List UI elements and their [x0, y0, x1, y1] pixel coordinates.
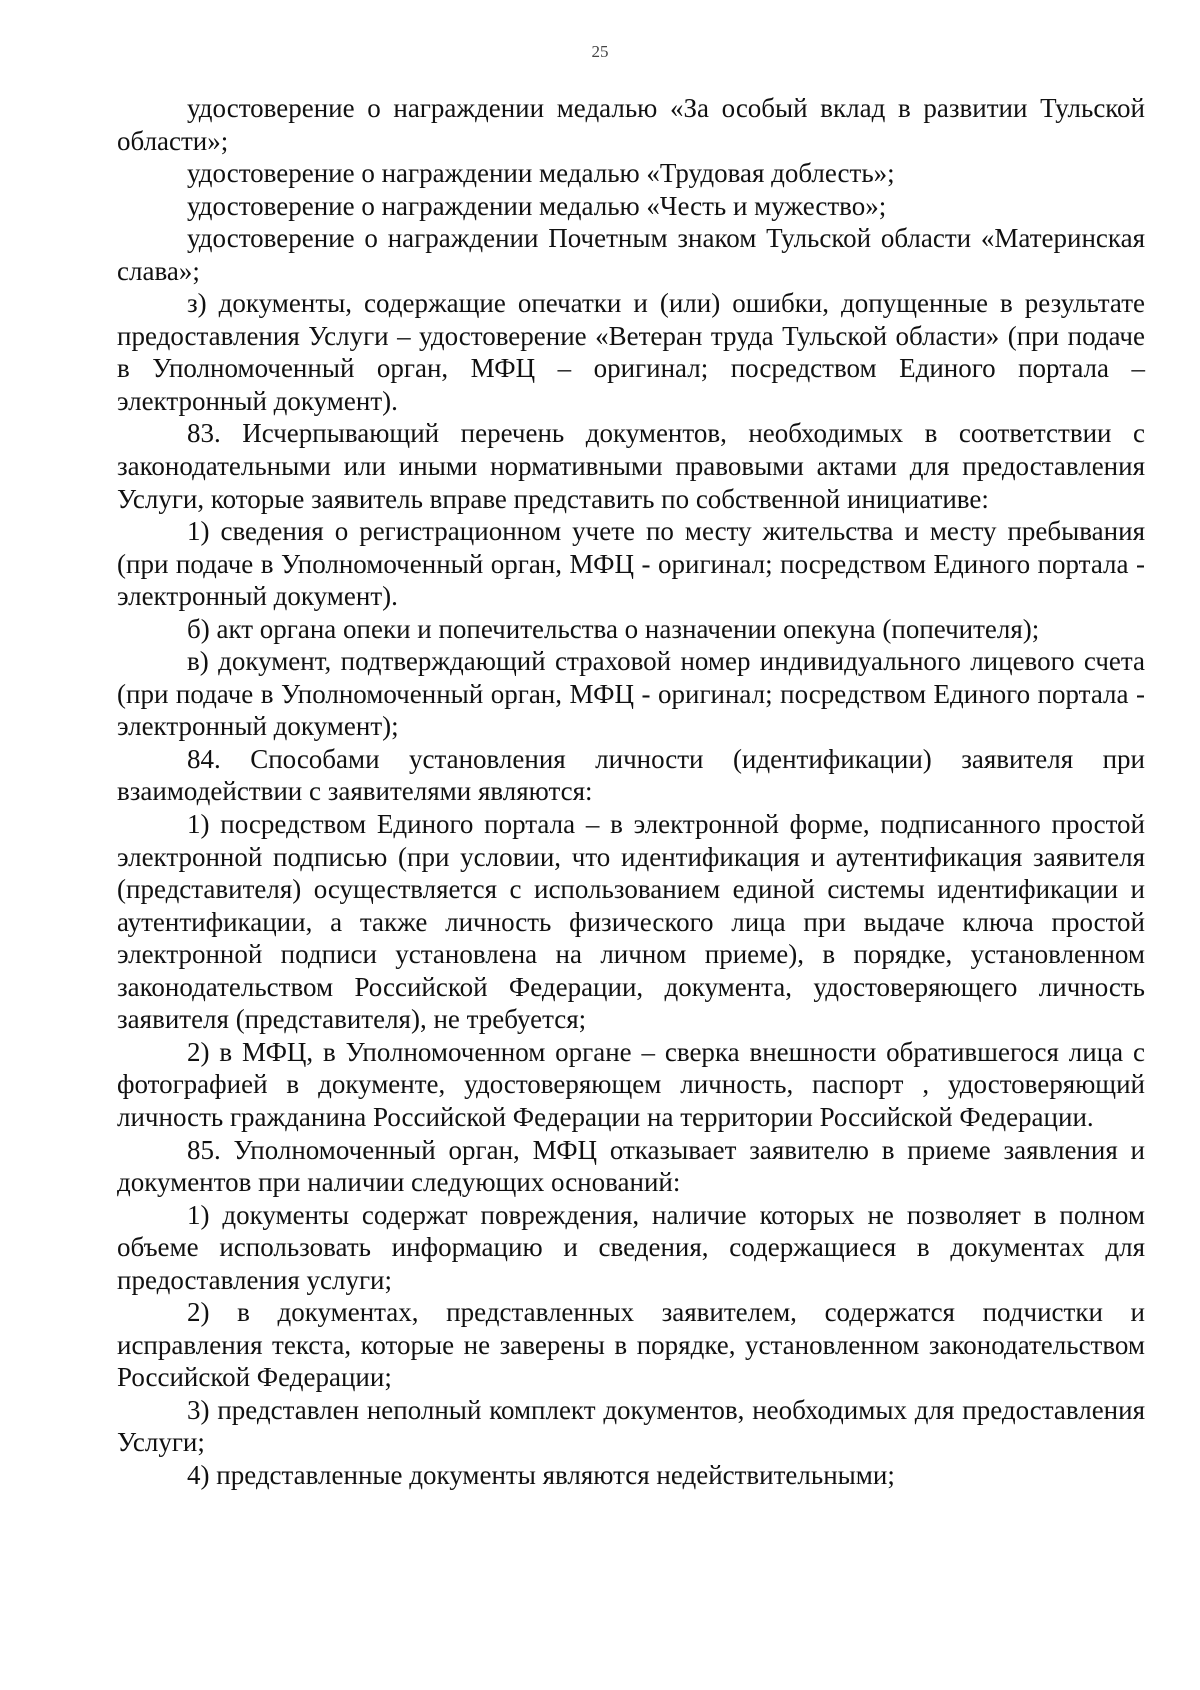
paragraph: 1) сведения о регистрационном учете по месту жительства и месту пребывания (при подаче в Уполномоченный орган, МФЦ - оригинал; посредством Единого портала - электронный документ). — [117, 516, 1145, 612]
paragraph: в) документ, подтверждающий страховой номер индивидуального лицевого счета (при подаче в Уполномоченный орган, МФЦ - оригинал; посредством Единого портала - электронный документ); — [117, 646, 1145, 742]
paragraph: 1) документы содержат повреждения, наличие которых не позволяет в полном объеме использовать информацию и сведения, содержащиеся в документах для предоставления услуги; — [117, 1199, 1145, 1295]
paragraph: з) документы, содержащие опечатки и (или) ошибки, допущенные в результате предоставления Услуги – удостоверение «Ветеран труда Тульской области» (при подаче в Уполномоченный орган, МФЦ – оригинал; посредством Единого портала – электронный документ). — [117, 288, 1145, 416]
paragraph: 2) в МФЦ, в Уполномоченном органе – сверка внешности обратившегося лица с фотографией в документе, удостоверяющем личность, паспорт , удостоверяющий личность гражданина Российской Федерации на территории Российской Федерации. — [117, 1036, 1145, 1132]
paragraph: удостоверение о награждении Почетным знаком Тульской области «Материнская слава»; — [117, 223, 1145, 286]
document-body — [117, 92, 1145, 1492]
paragraph: 3) представлен неполный комплект документов, необходимых для предоставления Услуги; — [117, 1394, 1145, 1458]
paragraph: 83. Исчерпывающий перечень документов, необходимых в соответствии с законодательными или иными нормативными правовыми актами для предоставления Услуги, которые заявитель вправе представить по собственной инициативе: — [117, 418, 1145, 514]
paragraph: удостоверение о награждении медалью «Трудовая доблесть»; — [187, 158, 895, 189]
paragraph: удостоверение о награждении медалью «За особый вклад в развитии Тульской области»; — [117, 93, 1145, 156]
paragraph: б) акт органа опеки и попечительства о назначении опекуна (попечителя); — [187, 613, 1040, 644]
paragraph: удостоверение о награждении медалью «Честь и мужество»; — [187, 190, 887, 221]
paragraph: 4) представленные документы являются недействительными; — [187, 1459, 895, 1490]
paragraph: 84. Способами установления личности (идентификации) заявителя при взаимодействии с заявителями являются: — [117, 743, 1145, 807]
page-number: 25 — [591, 42, 609, 61]
paragraph: 1) посредством Единого портала – в электронной форме, подписанного простой электронной подписью (при условии, что идентификация и аутентификация заявителя (представителя) осуществляется с использованием единой системы идентификации и аутентификации, а также личность физического лица при выдаче ключа простой электронной подписи установлена на личном приеме), в порядке, установленном законодательством Российской Федерации, документа, удостоверяющего личность заявителя (представителя), не требуется; — [117, 809, 1145, 1035]
paragraph: 85. Уполномоченный орган, МФЦ отказывает заявителю в приеме заявления и документов при наличии следующих оснований: — [117, 1134, 1145, 1198]
paragraph: 2) в документах, представленных заявителем, содержатся подчистки и исправления текста, которые не заверены в порядке, установленном законодательством Российской Федерации; — [117, 1297, 1145, 1393]
